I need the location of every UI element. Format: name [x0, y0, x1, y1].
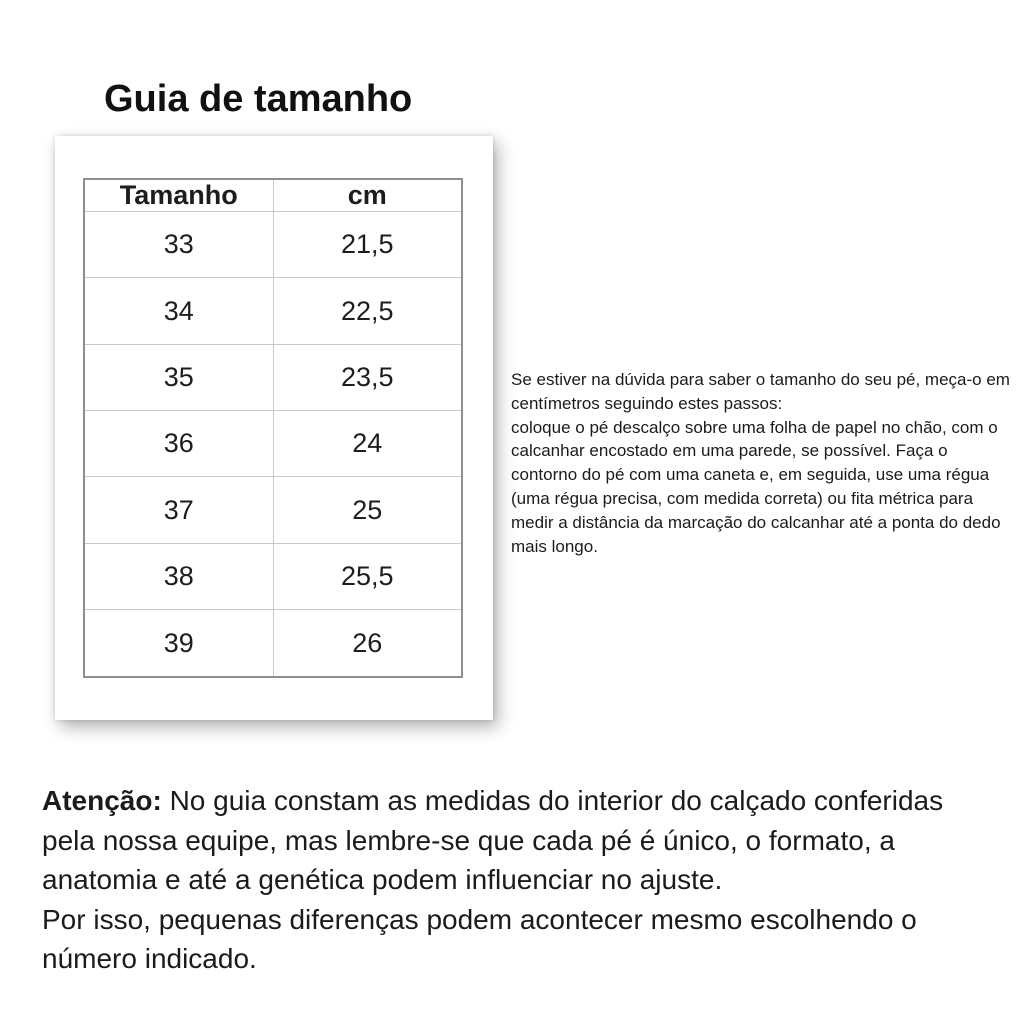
table-row	[84, 344, 462, 410]
table-row	[84, 411, 462, 477]
column-header-cm: cm	[273, 179, 462, 212]
instructions-intro: Se estiver na dúvida para saber o tamanho do seu pé, meça-o em centímetros seguindo estes passos:	[511, 370, 1010, 413]
size-table-header-row	[84, 179, 462, 212]
table-row	[84, 610, 462, 677]
table-row	[84, 477, 462, 543]
table-row	[84, 278, 462, 344]
attention-text: No guia constam as medidas do interior do calçado conferidas pela nossa equipe, mas lembre-se que cada pé é único, o formato, a anatomia e até a genética podem influenciar no ajuste.	[42, 785, 944, 895]
instructions-steps: coloque o pé descalço sobre uma folha de papel no chão, com o calcanhar encostado em uma parede, se possível. Faça o contorno do pé com uma caneta e, em seguida, use uma régua (uma régua precisa, com medida correta) ou fita métrica para medir a distância da marcação do calcanhar até a ponta do dedo mais longo.	[511, 417, 1001, 556]
size-table-card	[55, 136, 493, 720]
size-table	[83, 178, 463, 678]
cm-value: 26	[273, 610, 462, 677]
size-value: 36	[84, 411, 273, 477]
table-row	[84, 543, 462, 609]
cm-value: 24	[273, 411, 462, 477]
size-value: 35	[84, 344, 273, 410]
attention-text-continued: Por isso, pequenas diferenças podem acontecer mesmo escolhendo o número indicado.	[42, 903, 917, 974]
size-value: 34	[84, 278, 273, 344]
page-title: Guia de tamanho	[104, 78, 413, 120]
size-value: 38	[84, 543, 273, 609]
size-value: 33	[84, 212, 273, 278]
size-value: 39	[84, 610, 273, 677]
size-value: 37	[84, 477, 273, 543]
cm-value: 23,5	[273, 344, 462, 410]
attention-label: Atenção:	[42, 785, 162, 816]
column-header-size: Tamanho	[84, 179, 273, 212]
cm-value: 25	[273, 477, 462, 543]
cm-value: 21,5	[273, 212, 462, 278]
attention-notice	[42, 781, 982, 979]
cm-value: 25,5	[273, 543, 462, 609]
table-row	[84, 212, 462, 278]
cm-value: 22,5	[273, 278, 462, 344]
measuring-instructions	[511, 368, 1016, 558]
